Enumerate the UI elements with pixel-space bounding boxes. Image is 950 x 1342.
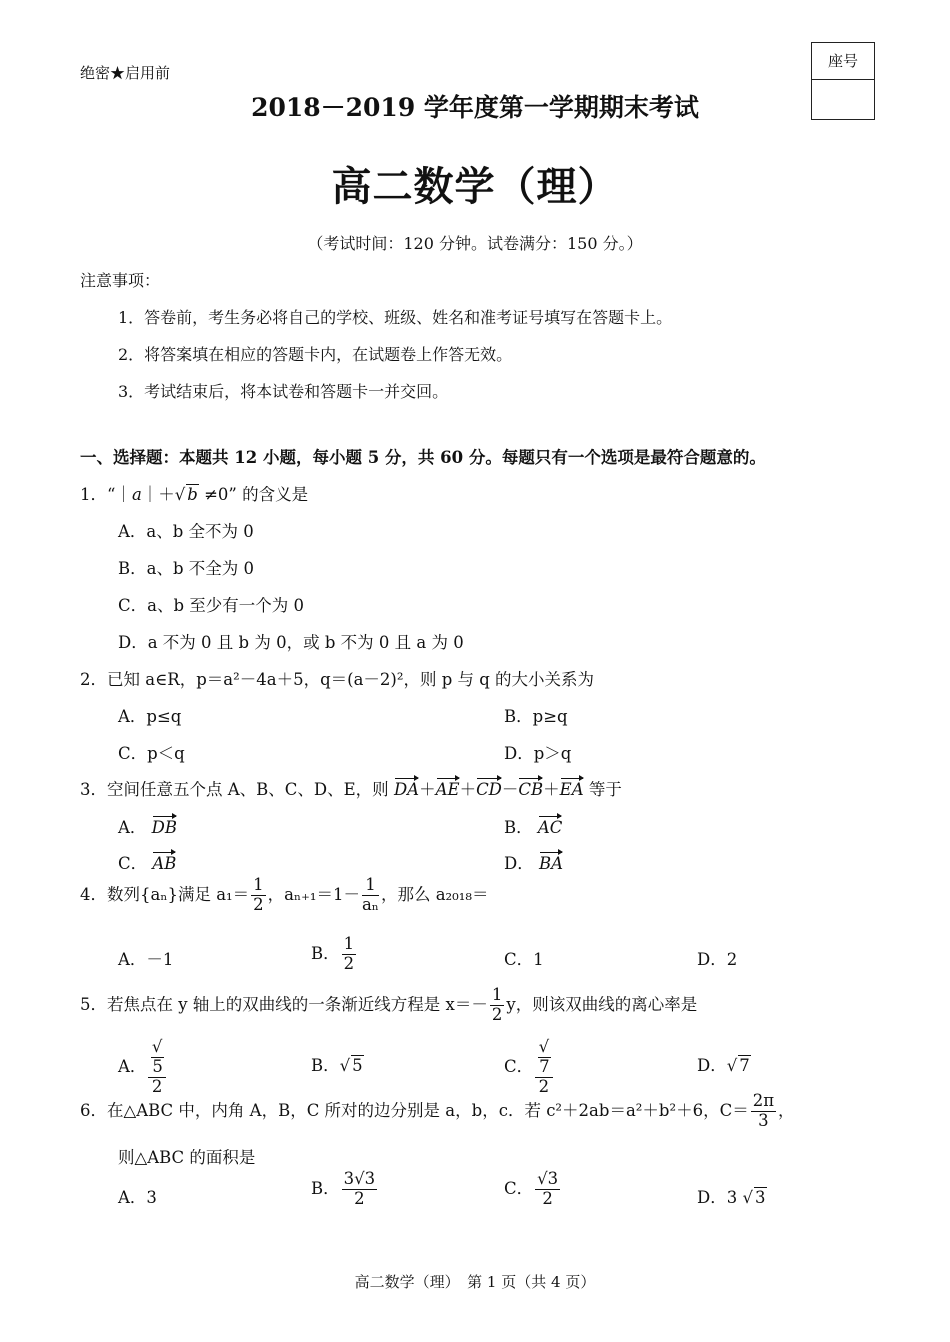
q5-stem: 若焦点在 y 轴上的双曲线的一条渐近线方程是 x＝－ — [107, 994, 488, 1014]
q5-option-c — [504, 1038, 555, 1097]
numerator: √3 — [537, 1169, 559, 1188]
option-label: D． — [697, 1188, 727, 1207]
vector: EA — [559, 780, 584, 799]
operator: ＋ — [543, 780, 560, 799]
denominator: 2 — [491, 1004, 503, 1024]
q3-option-a — [118, 814, 177, 838]
q1-stem-part: ｜＋ — [141, 485, 175, 504]
q3-option-c — [118, 850, 176, 874]
question-4 — [80, 876, 489, 915]
fraction — [535, 1170, 560, 1209]
q2-stem: 已知 a∈R，p＝a²－4a＋5，q＝(a－2)²，则 p 与 q 的大小关系为 — [107, 670, 595, 689]
vector: AE — [435, 780, 460, 799]
option-label: D． — [697, 1056, 727, 1075]
q4-option-d: D．2 — [697, 950, 738, 969]
q1-stem-part: ≠0” 的含义是 — [198, 485, 309, 504]
q5-option-a — [118, 1038, 168, 1097]
question-number: 4． — [80, 884, 107, 904]
question-number: 2． — [80, 670, 107, 689]
vector: BA — [538, 854, 564, 873]
q4-option-c: C．1 — [504, 950, 544, 969]
section-title: 一、选择题：本题共 12 小题，每小题 5 分，共 60 分。每题只有一个选项是最符合题意的。 — [80, 448, 766, 467]
denominator: 2 — [151, 1076, 163, 1096]
q5-option-b: B．√ 5 — [311, 1056, 363, 1075]
q4-stem: ，aₙ₊₁＝1－ — [267, 884, 360, 904]
vector: CB — [518, 780, 544, 799]
q6-option-c — [504, 1170, 562, 1209]
option-label: C． — [504, 1178, 534, 1198]
denominator: 2 — [354, 1188, 365, 1208]
option-label: A． — [118, 818, 147, 837]
q1-option-b: B．a、b 不全为 0 — [118, 559, 255, 578]
question-number: 1． — [80, 485, 107, 504]
q2-option-c: C．p＜q — [118, 744, 185, 763]
notice-item: 1．答卷前，考生务必将自己的学校、班级、姓名和准考证号填写在答题卡上。 — [118, 308, 673, 327]
question-2 — [80, 666, 594, 690]
confidential-label: 绝密★启用前 — [80, 64, 171, 82]
question-6 — [80, 1092, 795, 1131]
q4-stem: ，那么 a₂₀₁₈＝ — [380, 884, 489, 904]
option-label: B． — [504, 818, 533, 837]
fraction — [251, 876, 266, 915]
question-1: 1．“｜a｜＋√ b ≠0” 的含义是 — [80, 485, 309, 504]
option-label: B． — [311, 1056, 340, 1075]
fraction — [751, 1092, 776, 1131]
radicand: 5 — [152, 1056, 163, 1076]
fraction — [535, 1038, 553, 1097]
vector: CD — [476, 780, 502, 799]
q4-stem: 数列{aₙ}满足 a₁＝ — [107, 884, 250, 904]
numerator: 1 — [491, 985, 503, 1004]
operator: ＋ — [459, 780, 477, 799]
q2-option-d: D．p＞q — [504, 744, 572, 763]
q6-option-b — [311, 1170, 379, 1209]
q5-stem: y，则该双曲线的离心率是 — [506, 994, 698, 1014]
numerator: 1 — [362, 876, 379, 896]
q1-stem-part: “｜ — [107, 485, 132, 504]
operator: ＋ — [419, 780, 436, 799]
fraction — [362, 876, 379, 915]
seat-label: 座号 — [812, 43, 874, 80]
question-5 — [80, 986, 697, 1025]
option-coef: 3 — [726, 1188, 738, 1207]
vector: AC — [537, 818, 563, 837]
q3-option-d — [504, 850, 563, 874]
numerator: 3√3 — [343, 1169, 376, 1188]
q6-stem: 在△ABC 中，内角 A，B，C 所对的边分别是 a，b，c．若 c²＋2ab＝a²＋b²＋6，C＝ — [107, 1100, 749, 1120]
q6-option-a — [118, 1184, 157, 1208]
q1-var-a: a — [131, 485, 142, 504]
operator: － — [501, 780, 519, 799]
radicand: 5 — [352, 1056, 363, 1075]
q4-option-a: A．－1 — [118, 950, 174, 969]
notice-item: 2．将答案填在相应的答题卡内，在试题卷上作答无效。 — [118, 345, 513, 364]
option-label: A． — [118, 1056, 147, 1076]
vector: DA — [393, 780, 420, 799]
q1-option-d: D．a 不为 0 且 b 为 0，或 b 不为 0 且 a 为 0 — [118, 633, 464, 652]
q3-option-b — [504, 814, 562, 838]
option-label: D． — [504, 854, 534, 873]
option-label: A． — [118, 1188, 147, 1207]
radicand: 3 — [755, 1188, 766, 1207]
radicand: 7 — [739, 1056, 750, 1075]
q2-option-a: A．p≤q — [118, 707, 182, 726]
question-number: 5． — [80, 994, 107, 1014]
vector: AB — [152, 854, 177, 873]
question-3 — [80, 776, 622, 800]
exam-title: 2018－2019 学年度第一学期期末考试 — [251, 93, 699, 122]
numerator: √ 7 — [535, 1038, 553, 1078]
notice-heading: 注意事项： — [80, 271, 161, 290]
q3-stem: 空间任意五个点 A、B、C、D、E，则 — [107, 780, 389, 799]
q1-option-c: C．a、b 至少有一个为 0 — [118, 596, 305, 615]
fraction — [342, 1170, 378, 1209]
numerator: √ 5 — [148, 1038, 166, 1078]
radicand: 7 — [539, 1056, 550, 1076]
option-label: C． — [504, 1056, 534, 1076]
q5-option-d: D．√ 7 — [697, 1056, 750, 1075]
denominator: 3 — [758, 1110, 769, 1130]
fraction — [148, 1038, 166, 1097]
denominator: 2 — [343, 953, 355, 973]
q2-option-b: B．p≥q — [504, 707, 568, 726]
option-label: B． — [311, 943, 340, 963]
numerator: 1 — [343, 934, 355, 953]
notice-item: 3．考试结束后，将本试卷和答题卡一并交回。 — [118, 382, 449, 401]
question-number: 3． — [80, 780, 107, 799]
q6-stem: ， — [778, 1100, 795, 1120]
q1-var-b: b — [187, 485, 198, 504]
time-info: （考试时间：120 分钟。试卷满分：150 分。） — [307, 234, 643, 253]
option-label: C． — [118, 854, 148, 873]
numerator: 2π — [752, 1091, 775, 1110]
option-value: 3 — [146, 1188, 157, 1207]
q6-option-d: D．3 √ 3 — [697, 1188, 766, 1207]
denominator: 2 — [542, 1188, 553, 1208]
denominator: 2 — [538, 1076, 550, 1096]
q3-stem: 等于 — [588, 780, 622, 799]
question-number: 6． — [80, 1100, 107, 1120]
q4-option-b — [311, 935, 358, 974]
fraction — [490, 986, 505, 1025]
vector: DB — [151, 818, 178, 837]
denominator: 2 — [253, 894, 264, 914]
option-label: B． — [311, 1178, 340, 1198]
q1-option-a: A．a、b 全不为 0 — [118, 522, 254, 541]
fraction — [342, 935, 357, 974]
denominator: aₙ — [361, 894, 379, 914]
subject-title: 高二数学（理） — [331, 163, 619, 210]
q6-stem-line2: 则△ABC 的面积是 — [118, 1148, 256, 1167]
page-footer: 高二数学（理） 第 1 页（共 4 页） — [354, 1273, 596, 1291]
numerator: 1 — [253, 875, 264, 894]
